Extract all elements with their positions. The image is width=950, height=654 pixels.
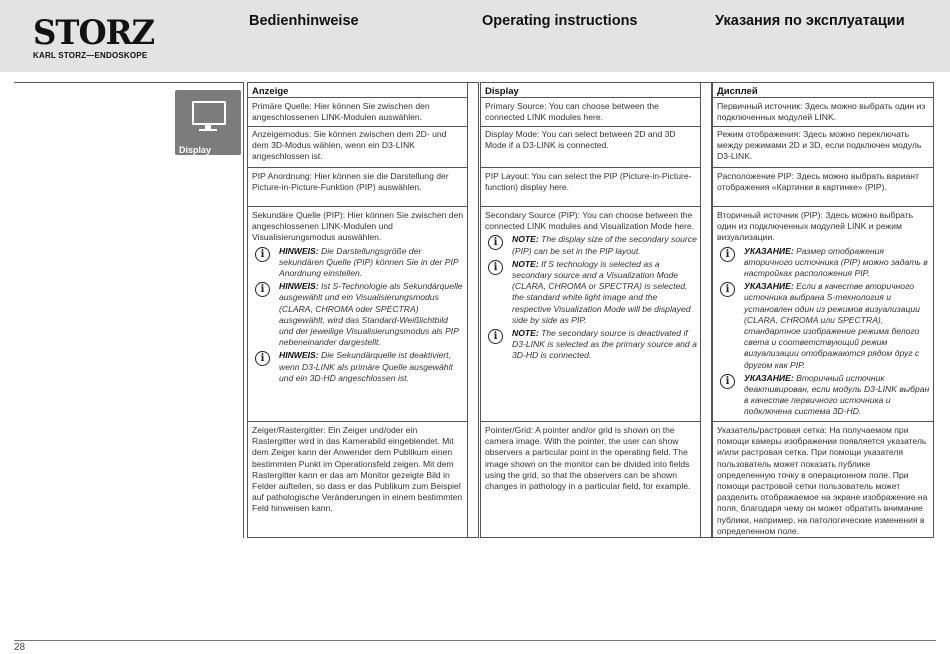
header-german: Bedienhinweise bbox=[249, 13, 359, 29]
row-pointer-grid: Указатель/растровая сетка: На получаемом при помощи камеры изображении появляется указатель и/или растровая сетка. При помощи указателя пользователь может показать публике определенную точку в операционном поле. При помощи растровой сетки пользователь может разделить отображаемое на экране изображение на поля, благодаря чему он может обратить внимание публики, например, на патологические изменения в определенном поле. bbox=[717, 425, 928, 536]
logo-wordmark: STORZ bbox=[33, 13, 155, 53]
info-icon: i bbox=[255, 351, 270, 366]
note: i NOTE: If S technology is selected as a secondary source and a Visualization Mode (CLARA, CHROMA or SPECTRA) is selected, the standard white light image and the respective Visualization Mode will be displayed side by side as PIP. bbox=[485, 259, 697, 326]
row-secondary-source: Secondary Source (PIP): You can choose between the connected LINK modules and Visualization Mode here. i NOTE: The display size of the secondary source (PIP) can be set in the PIP layout. i NOTE: If S technology is selected as a secondary source and a Visualization Mode (CLARA, CHROMA or SPECTRA) is selected, the standard white light image and the respective Visualization Mode will be displayed side by side as PIP. i NOTE: The secondary source is deactivated if D3-LINK is selected as the primary source and a 3D-HD is connected. bbox=[485, 210, 697, 361]
note: i HINWEIS: Die Darstellungsgröße der sekundären Quelle (PIP) können Sie in der PIP Anordnung einstellen. bbox=[252, 246, 464, 280]
storz-logo bbox=[33, 13, 155, 60]
note: i NOTE: The display size of the secondary source (PIP) can be set in the PIP layout. bbox=[485, 234, 697, 256]
info-icon: i bbox=[720, 374, 735, 389]
divider bbox=[14, 82, 244, 83]
note: i NOTE: The secondary source is deactivated if D3-LINK is selected as the primary source and a 3D-HD is connected. bbox=[485, 328, 697, 362]
column-title: Anzeige bbox=[252, 86, 289, 97]
info-icon: i bbox=[488, 329, 503, 344]
note: i УКАЗАНИЕ: Вторичный источник деактивирован, если модуль D3-LINK выбран в качестве первичного источника и подключена система 3D-HD. bbox=[717, 373, 930, 418]
row-display-mode: Display Mode: You can select between 2D and 3D Mode if a D3-LINK is connected. bbox=[485, 129, 676, 151]
page-number: 28 bbox=[14, 642, 26, 653]
info-icon: i bbox=[255, 282, 270, 297]
row-pip-layout: PIP Layout: You can select the PIP (Picture-in-Picture-function) display here. bbox=[485, 171, 692, 193]
header-english: Operating instructions bbox=[482, 13, 638, 29]
row-pointer-grid: Zeiger/Rastergitter: Ein Zeiger und/oder ein Rastergitter wird in das Kamerabild eingeblendet. Mit dem Zeiger kann der Anwender dem Publikum einen bestimmten Punkt im Operationsfeld zeigen. Mit dem Rastergitter kann er das am Monitor gezeigte Bild in Felder aufteilen, so dass er das Publikum zum Beispiel auf pathologische Veränderungen in einem bestimmten Feld hinweisen kann. bbox=[252, 425, 463, 514]
row-display-mode: Режим отображения: Здесь можно переключать между режимами 2D и 3D, если подключен модуль D3-LINK. bbox=[717, 129, 922, 162]
row-pip-layout: PIP Anordnung: Hier können sie die Darstellung der Picture-in-Picture-Funktion (PIP) auswählen. bbox=[252, 171, 449, 193]
column-gap bbox=[467, 82, 479, 538]
info-icon: i bbox=[720, 282, 735, 297]
column-gap bbox=[700, 82, 712, 538]
column-title: Дисплей bbox=[717, 86, 758, 97]
column-title: Display bbox=[485, 86, 519, 97]
column-german bbox=[247, 82, 468, 538]
row-primary-source: Primäre Quelle: Hier können Sie zwischen den angeschlossenen LINK-Modulen auswählen. bbox=[252, 101, 430, 123]
note: i УКАЗАНИЕ: Размер отображения вторичного источника (PIP) можно задать в настройках расположения PIP. bbox=[717, 246, 930, 280]
row-pointer-grid: Pointer/Grid: A pointer and/or grid is shown on the camera image. With the pointer, the user can show observers a particular point in the operating field. The image shown on the monitor can be divided into fields using the grid, so that the observers can be shown changes in pathology in a particular field, for example. bbox=[485, 425, 691, 492]
row-primary-source: Первичный источник: Здесь можно выбрать один из подключенных модулей LINK. bbox=[717, 101, 926, 123]
column-english bbox=[480, 82, 701, 538]
row-pip-layout: Расположение PIP: Здесь можно выбрать вариант отображения «Картинки в картинке» (PIP). bbox=[717, 171, 919, 193]
display-menu-button[interactable] bbox=[175, 90, 241, 155]
logo-subtitle: KARL STORZ—ENDOSKOPE bbox=[33, 51, 148, 60]
divider bbox=[243, 82, 244, 538]
note: i HINWEIS: Die Sekundärquelle ist deaktiviert, wenn D3-LINK als primäre Quelle ausgewählt und ein 3D-HD angeschlossen ist. bbox=[252, 350, 464, 384]
info-icon: i bbox=[255, 247, 270, 262]
note: i HINWEIS: Ist S-Technologie als Sekundärquelle ausgewählt und ein Visualisierungsmodus (CLARA, CHROMA oder SPECTRA) ausgewählt, wird das Standard-Weißlichtbild und der jeweilige Visualisierungsmodus als PIP nebeneinander dargestellt. bbox=[252, 281, 464, 348]
info-icon: i bbox=[720, 247, 735, 262]
row-secondary-source: Вторичный источник (PIP): Здесь можно выбрать один из подключенных модулей LINK и режим визуализации. i УКАЗАНИЕ: Размер отображения вторичного источника (PIP) можно задать в настройках расположения PIP. i УКАЗАНИЕ: Если в качестве вторичного источника выбрана S-технология и установлен один из режимов визуализации (CLARA, CHROMA или SPECTRA), стандартное изображение режима белого света и соответствующий режим визуализации отображаются рядом друг с другом как PIP. i УКАЗАНИЕ: Вторичный источник деактивирован, если модуль D3-LINK выбран в качестве первичного источника и подключена система 3D-HD. bbox=[717, 210, 930, 417]
row-display-mode: Anzeigemodus: Sie können zwischen dem 2D- und dem 3D-Modus wählen, wenn ein D3-LINK angeschlossen ist. bbox=[252, 129, 447, 162]
column-russian bbox=[712, 82, 934, 538]
row-secondary-source: Sekundäre Quelle (PIP): Hier können Sie zwischen den angeschlossenen LINK-Modulen und Visualisierungsmodus auswählen. i HINWEIS: Die Darstellungsgröße der sekundären Quelle (PIP) können Sie in der PIP Anordnung einstellen. i HINWEIS: Ist S-Technologie als Sekundärquelle ausgewählt und ein Visualisierungsmodus (CLARA, CHROMA oder SPECTRA) ausgewählt, wird das Standard-Weißlichtbild und der jeweilige Visualisierungsmodus als PIP nebeneinander dargestellt. i HINWEIS: Die Sekundärquelle ist deaktiviert, wenn D3-LINK als primäre Quelle ausgewählt und ein 3D-HD angeschlossen ist. bbox=[252, 210, 464, 383]
row-primary-source: Primary Source: You can choose between the connected LINK modules here. bbox=[485, 101, 659, 123]
info-icon: i bbox=[488, 260, 503, 275]
header-russian: Указания по эксплуатации bbox=[715, 13, 905, 29]
display-button-label: Display bbox=[179, 145, 212, 155]
page-header bbox=[0, 0, 950, 72]
note: i УКАЗАНИЕ: Если в качестве вторичного источника выбрана S-технология и установлен один из режимов визуализации (CLARA, CHROMA или SPECTRA), стандартное изображение режима белого света и соответствующий режим визуализации отображаются рядом друг с другом как PIP. bbox=[717, 281, 930, 371]
info-icon: i bbox=[488, 235, 503, 250]
footer-divider bbox=[14, 640, 936, 641]
